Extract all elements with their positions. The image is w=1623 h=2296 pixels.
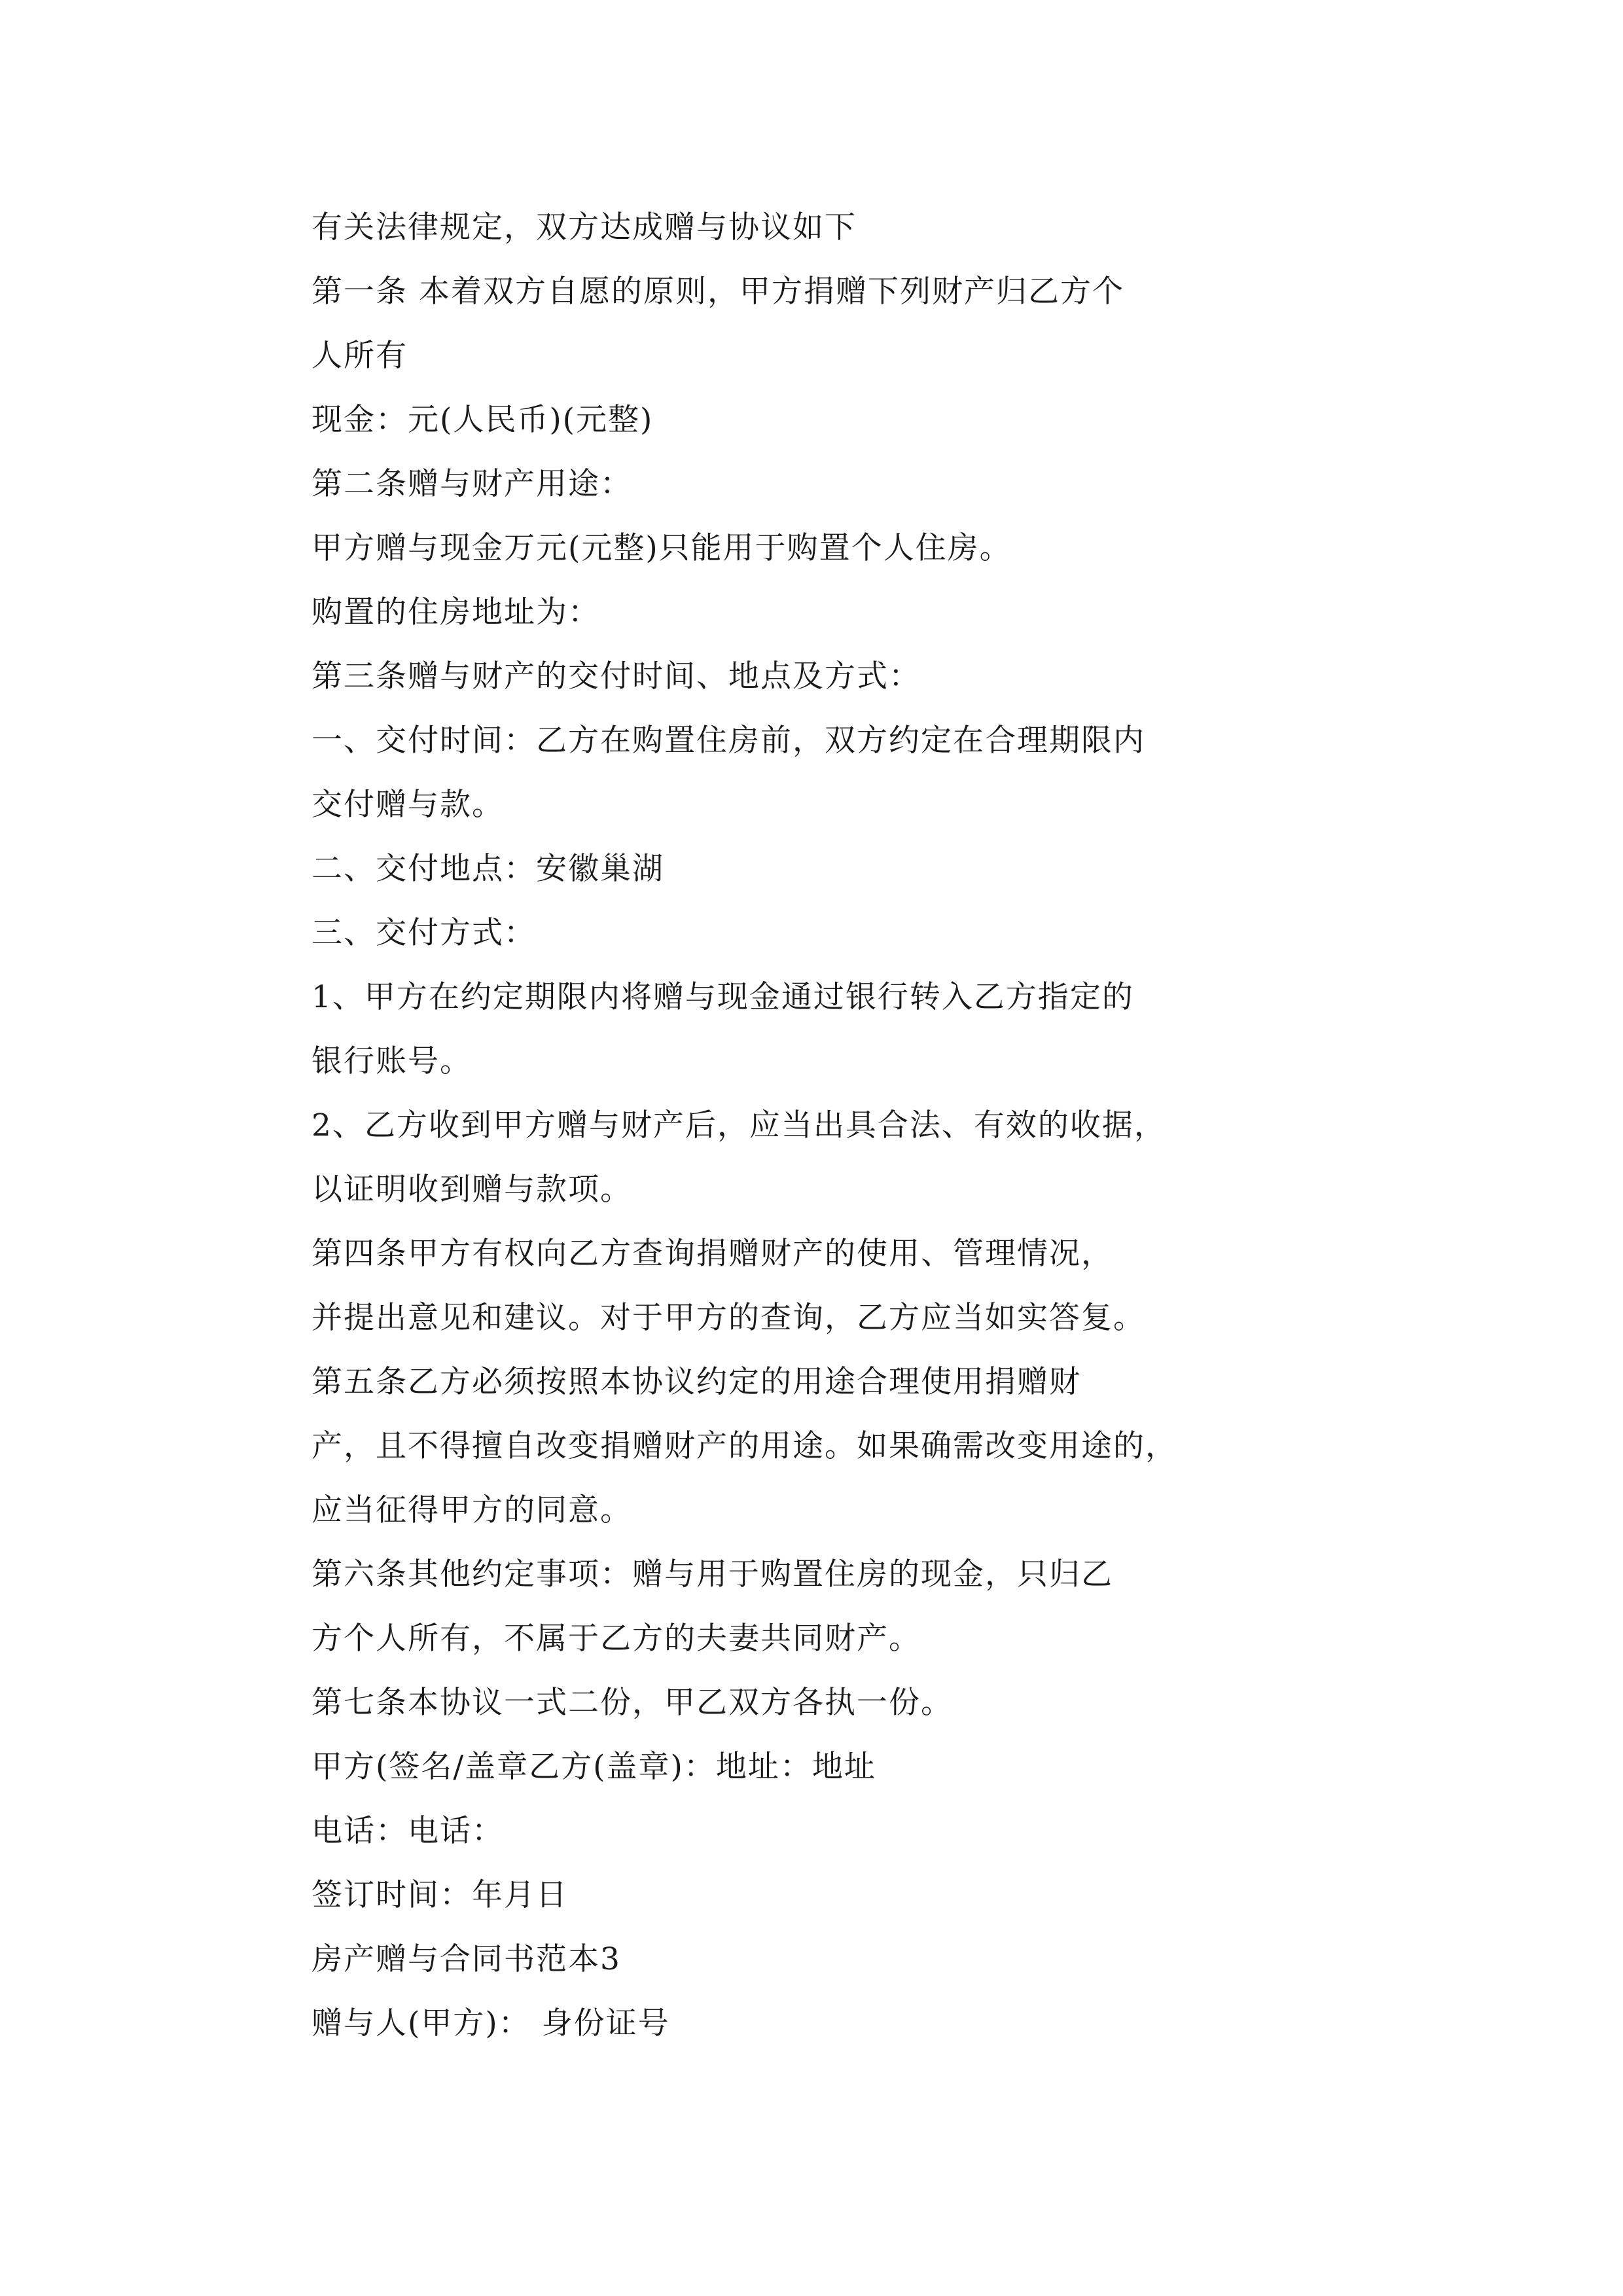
- text-line: 第三条赠与财产的交付时间、地点及方式：: [312, 658, 921, 694]
- text-line: 三、交付方式：: [312, 915, 536, 951]
- text-line: 签订时间：年月日: [312, 1877, 568, 1913]
- text-line: 购置的住房地址为：: [312, 594, 600, 630]
- text-line: 一、交付时间：乙方在购置住房前，双方约定在合理期限内: [312, 723, 1145, 759]
- text-line: 第七条本协议一式二份，甲乙双方各执一份。: [312, 1685, 953, 1721]
- text-line: 产，且不得擅自改变捐赠财产的用途。如果确需改变用途的，: [312, 1428, 1177, 1464]
- text-line: 应当征得甲方的同意。: [312, 1492, 632, 1528]
- text-line: 2、乙方收到甲方赠与财产后，应当出具合法、有效的收据，: [312, 1107, 1166, 1143]
- text-line: 1、甲方在约定期限内将赠与现金通过银行转入乙方指定的: [312, 979, 1134, 1015]
- text-line: 甲方(签名/盖章乙方(盖章)：地址：地址: [312, 1749, 876, 1785]
- text-line: 第五条乙方必须按照本协议约定的用途合理使用捐赠财: [312, 1364, 1081, 1400]
- text-line: 第二条赠与财产用途：: [312, 466, 632, 502]
- text-line: 第四条甲方有权向乙方查询捐赠财产的使用、管理情况，: [312, 1236, 1113, 1272]
- text-line: 电话：电话：: [312, 1813, 504, 1849]
- text-line: 房产赠与合同书范本3: [312, 1941, 621, 1977]
- text-line: 有关法律规定，双方达成赠与协议如下: [312, 209, 857, 245]
- text-line: 交付赠与款。: [312, 787, 504, 823]
- text-line: 第一条 本着双方自愿的原则，甲方捐赠下列财产归乙方个: [312, 274, 1124, 310]
- text-line: 二、交付地点：安徽巢湖: [312, 851, 664, 887]
- text-line: 以证明收到赠与款项。: [312, 1172, 632, 1208]
- text-line: 赠与人(甲方)： 身份证号: [312, 2005, 670, 2041]
- text-line: 第六条其他约定事项：赠与用于购置住房的现金，只归乙: [312, 1556, 1113, 1592]
- text-line: 甲方赠与现金万元(元整)只能用于购置个人住房。: [312, 530, 1012, 566]
- text-line: 银行账号。: [312, 1043, 472, 1079]
- text-line: 并提出意见和建议。对于甲方的查询，乙方应当如实答复。: [312, 1300, 1145, 1336]
- text-line: 人所有: [312, 338, 408, 374]
- text-line: 现金：元(人民币)(元整): [312, 402, 654, 438]
- text-line: 方个人所有，不属于乙方的夫妻共同财产。: [312, 1621, 921, 1657]
